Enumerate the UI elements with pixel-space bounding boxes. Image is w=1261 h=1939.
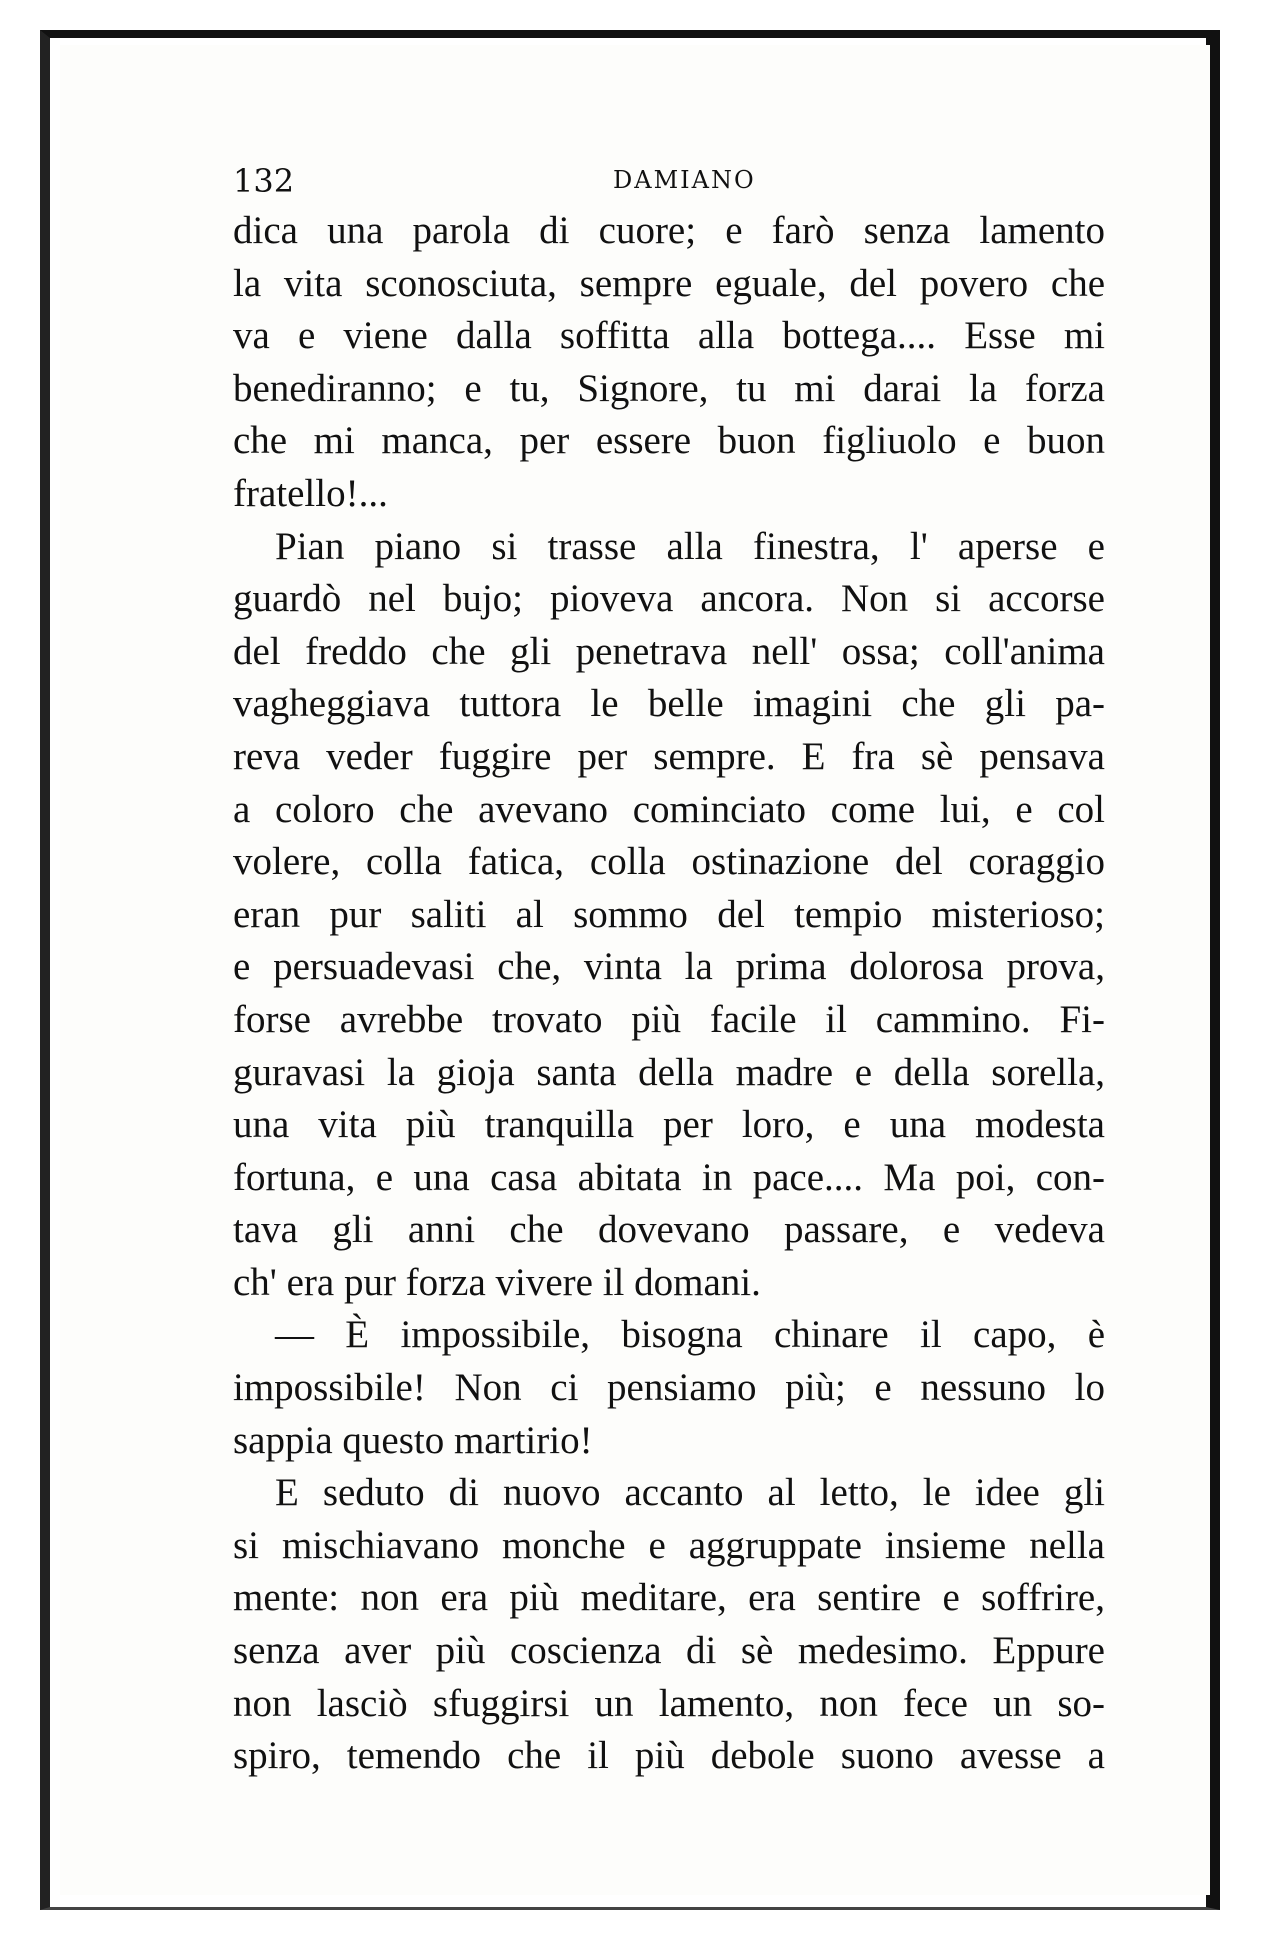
text-line: forse avrebbe trovato più facile il cammino. Fi- [233,997,1105,1041]
text-line: non lasciò sfuggirsi un lamento, non fece un so- [233,1681,1105,1725]
text-line: guardò nel bujo; pioveva ancora. Non si accorse [233,577,1105,621]
text-line: impossibile! Non ci pensiamo più; e nessuno lo [233,1366,1105,1410]
text-line: una vita più tranquilla per loro, e una modesta [233,1103,1105,1147]
text-line: va e viene dalla soffitta alla bottega.... Esse mi [233,314,1105,358]
text-line: fortuna, e una casa abitata in pace.... Ma poi, con- [233,1155,1105,1199]
body-text [233,205,1105,1783]
text-line: benediranno; e tu, Signore, tu mi darai la forza [233,366,1105,410]
text-line: dica una parola di cuore; e farò senza lamento [233,209,1105,252]
text-line: spiro, temendo che il più debole suono avesse a [233,1734,1105,1778]
text-line: del freddo che gli penetrava nell' ossa; coll'anima [233,629,1105,673]
text-line: guravasi la gioja santa della madre e della sorella, [233,1050,1105,1094]
text-line: volere, colla fatica, colla ostinazione del coraggio [233,840,1105,884]
text-line: ch' era pur forza vivere il domani. [233,1260,761,1304]
text-line: Pian piano si trasse alla finestra, l' aperse e [275,524,1105,568]
text-line: tava gli anni che dovevano passare, e vedeva [233,1208,1105,1252]
text-line: si mischiavano monche e aggruppate insieme nella [233,1523,1105,1567]
text-line: reva veder fuggire per sempre. E fra sè pensava [233,734,1105,778]
text-line: a coloro che avevano cominciato come lui, e col [233,787,1105,831]
text-line: la vita sconosciuta, sempre eguale, del povero che [233,261,1105,305]
page-number: 132 [233,162,295,200]
text-line: E seduto di nuovo accanto al letto, le idee gli [275,1471,1105,1515]
text-line: mente: non era più meditare, era sentire e soffrire, [233,1576,1105,1620]
text-line: vagheggiava tuttora le belle imagini che gli pa- [233,682,1105,726]
text-line: fratello!... [233,471,388,515]
text-line: eran pur saliti al sommo del tempio misterioso; [233,892,1105,936]
running-title: DAMIANO [613,166,756,194]
text-line: sappia questo martirio! [233,1418,593,1462]
text-line: — È impossibile, bisogna chinare il capo, è [275,1313,1105,1357]
text-line: e persuadevasi che, vinta la prima dolorosa prova, [233,945,1105,989]
text-line: che mi manca, per essere buon figliuolo e buon [233,419,1105,463]
text-line: senza aver più coscienza di sè medesimo. Eppure [233,1629,1105,1673]
page-header [233,162,1103,202]
